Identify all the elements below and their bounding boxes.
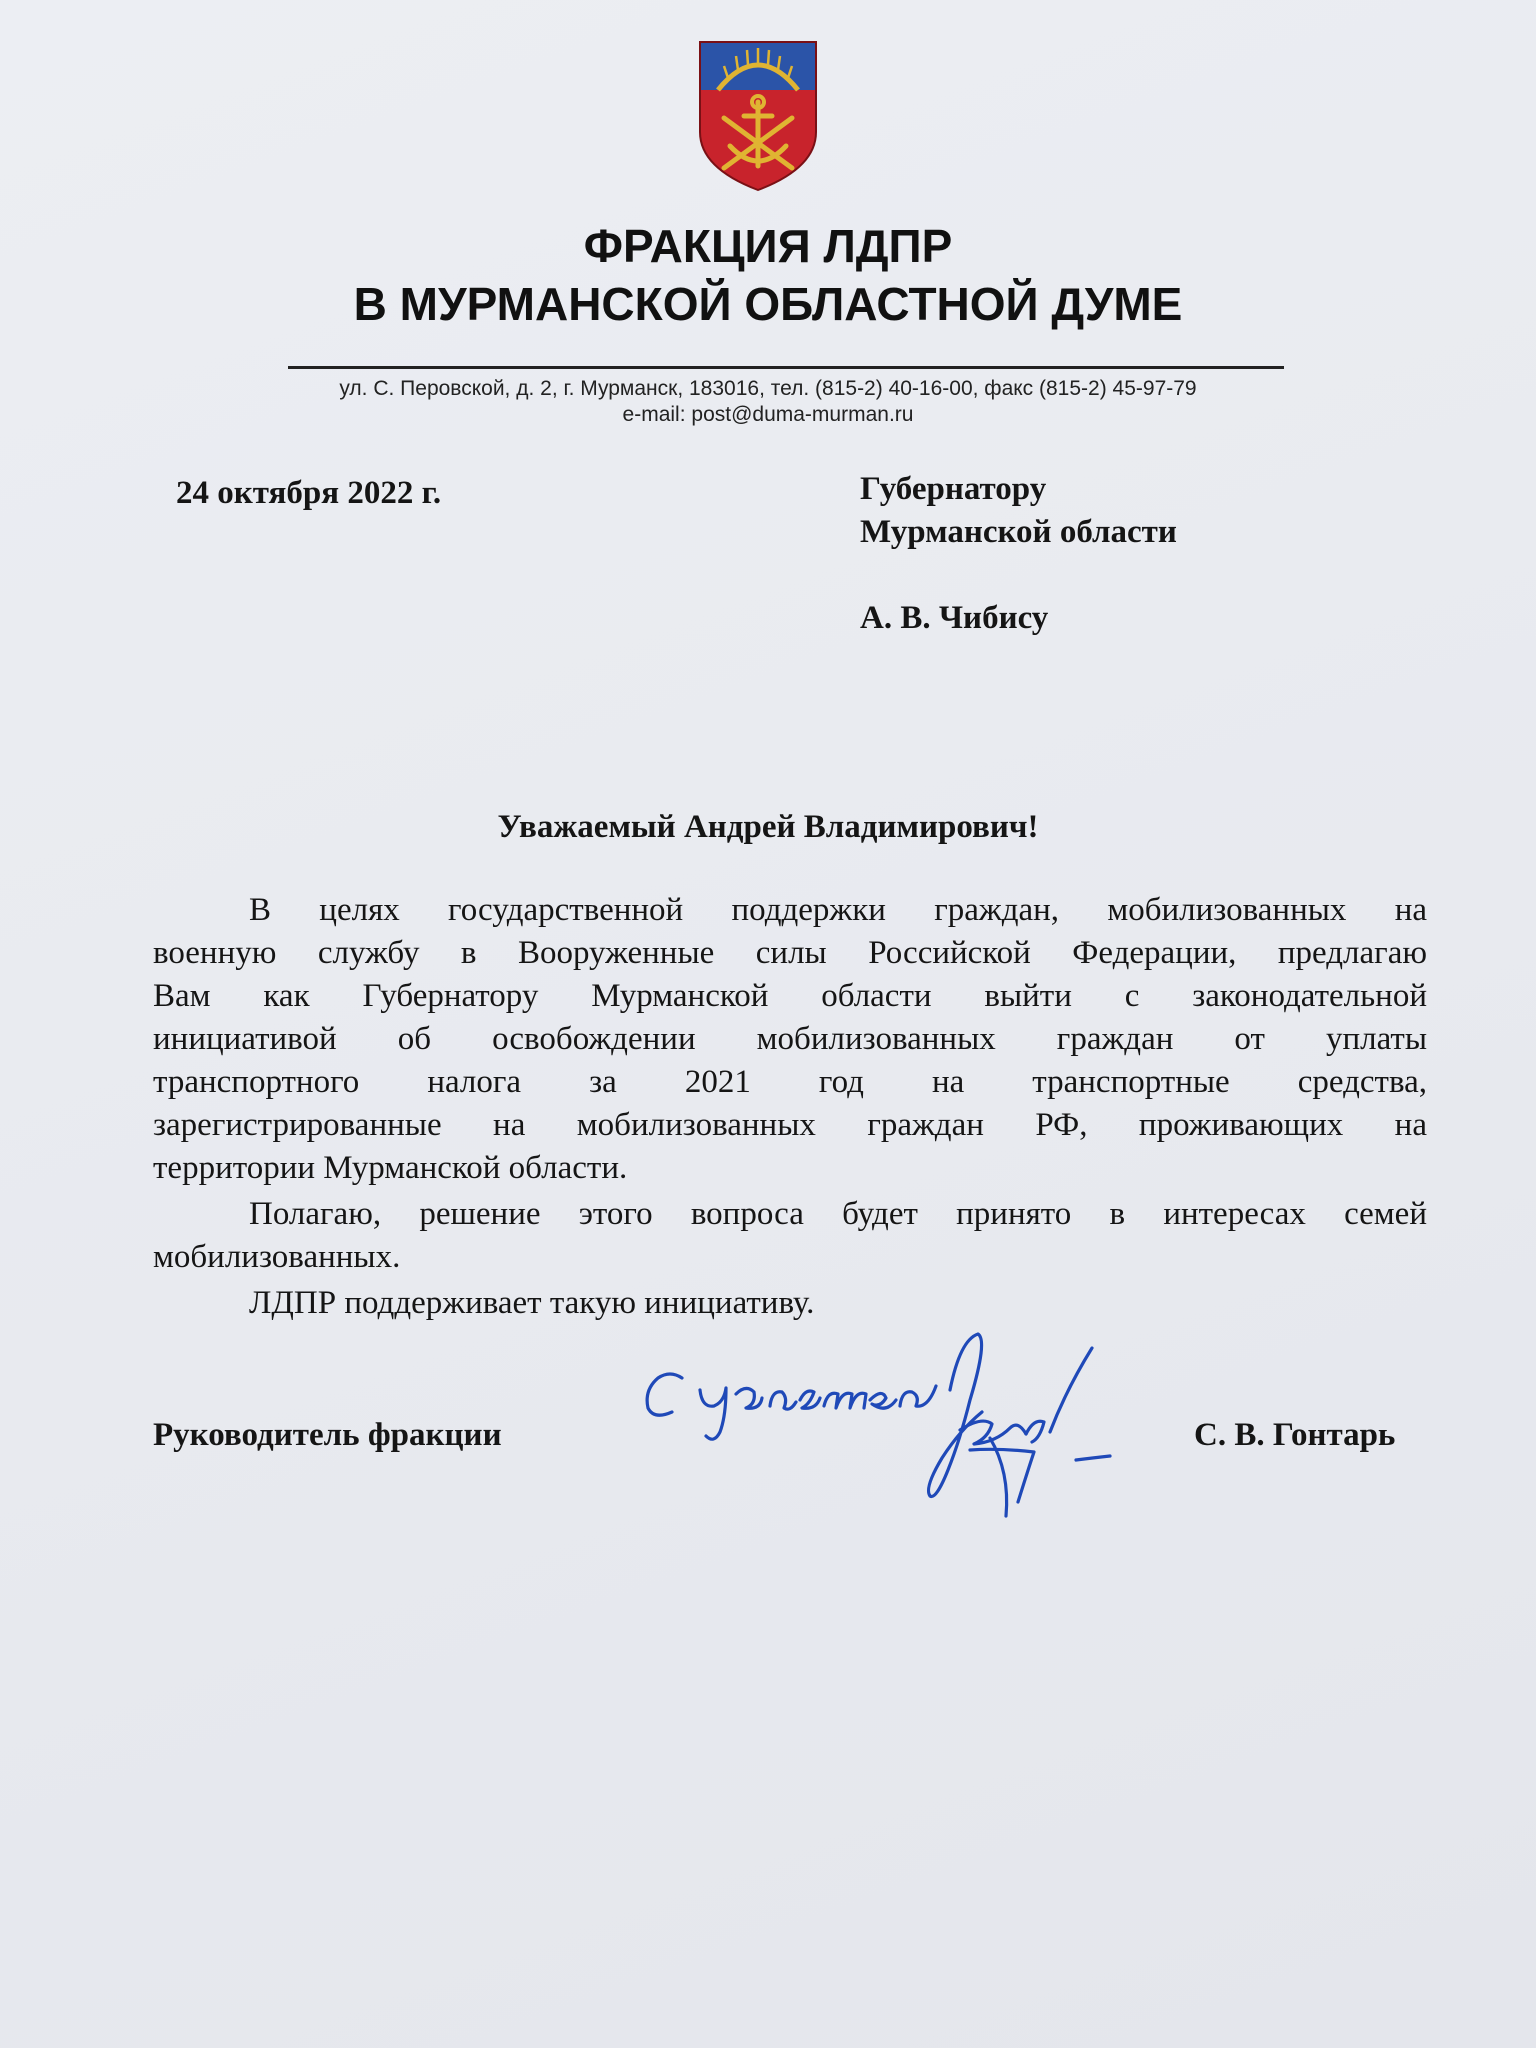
paragraph-line: зарегистрированные на мобилизованных граждан РФ, проживающих на — [153, 1107, 1427, 1143]
signer-position: Руководитель фракции — [153, 1417, 502, 1453]
paragraph-line: Полагаю, решение этого вопроса будет принято в интересах семей — [249, 1196, 1427, 1232]
paragraph-line: Вам как Губернатору Мурманской области выйти с законодательной — [153, 978, 1427, 1014]
recipient-name: А. В. Чибису — [860, 600, 1049, 636]
paragraph-line: территории Мурманской области. — [153, 1150, 628, 1186]
header-divider — [288, 366, 1284, 369]
recipient-title: Губернатору — [860, 471, 1047, 507]
org-address: ул. С. Перовской, д. 2, г. Мурманск, 183016, тел. (815-2) 40-16-00, факс (815-2) 45-97-79 — [339, 377, 1197, 400]
paragraph-line: инициативой об освобождении мобилизованных граждан от уплаты — [153, 1021, 1427, 1057]
paragraph-line: транспортного налога за 2021 год на транспортные средства, — [153, 1064, 1427, 1100]
paragraph-line: военную службу в Вооруженные силы Российской Федерации, предлагаю — [153, 935, 1427, 971]
handwritten-signature — [630, 1320, 1170, 1550]
paragraph-line: В целях государственной поддержки граждан, мобилизованных на — [249, 892, 1427, 928]
letter-date: 24 октября 2022 г. — [176, 475, 442, 511]
paragraph-line: ЛДПР поддерживает такую инициативу. — [249, 1285, 815, 1321]
recipient-region: Мурманской области — [860, 514, 1177, 550]
salutation: Уважаемый Андрей Владимирович! — [497, 809, 1039, 845]
signer-name: С. В. Гонтарь — [1194, 1417, 1396, 1453]
org-title-line2: В МУРМАНСКОЙ ОБЛАСТНОЙ ДУМЕ — [353, 278, 1183, 330]
paragraph-line: мобилизованных. — [153, 1239, 401, 1275]
org-title-line1: ФРАКЦИЯ ЛДПР — [583, 220, 953, 272]
org-email: e-mail: post@duma-murman.ru — [622, 403, 914, 426]
murmansk-coat-of-arms-icon — [698, 40, 818, 192]
